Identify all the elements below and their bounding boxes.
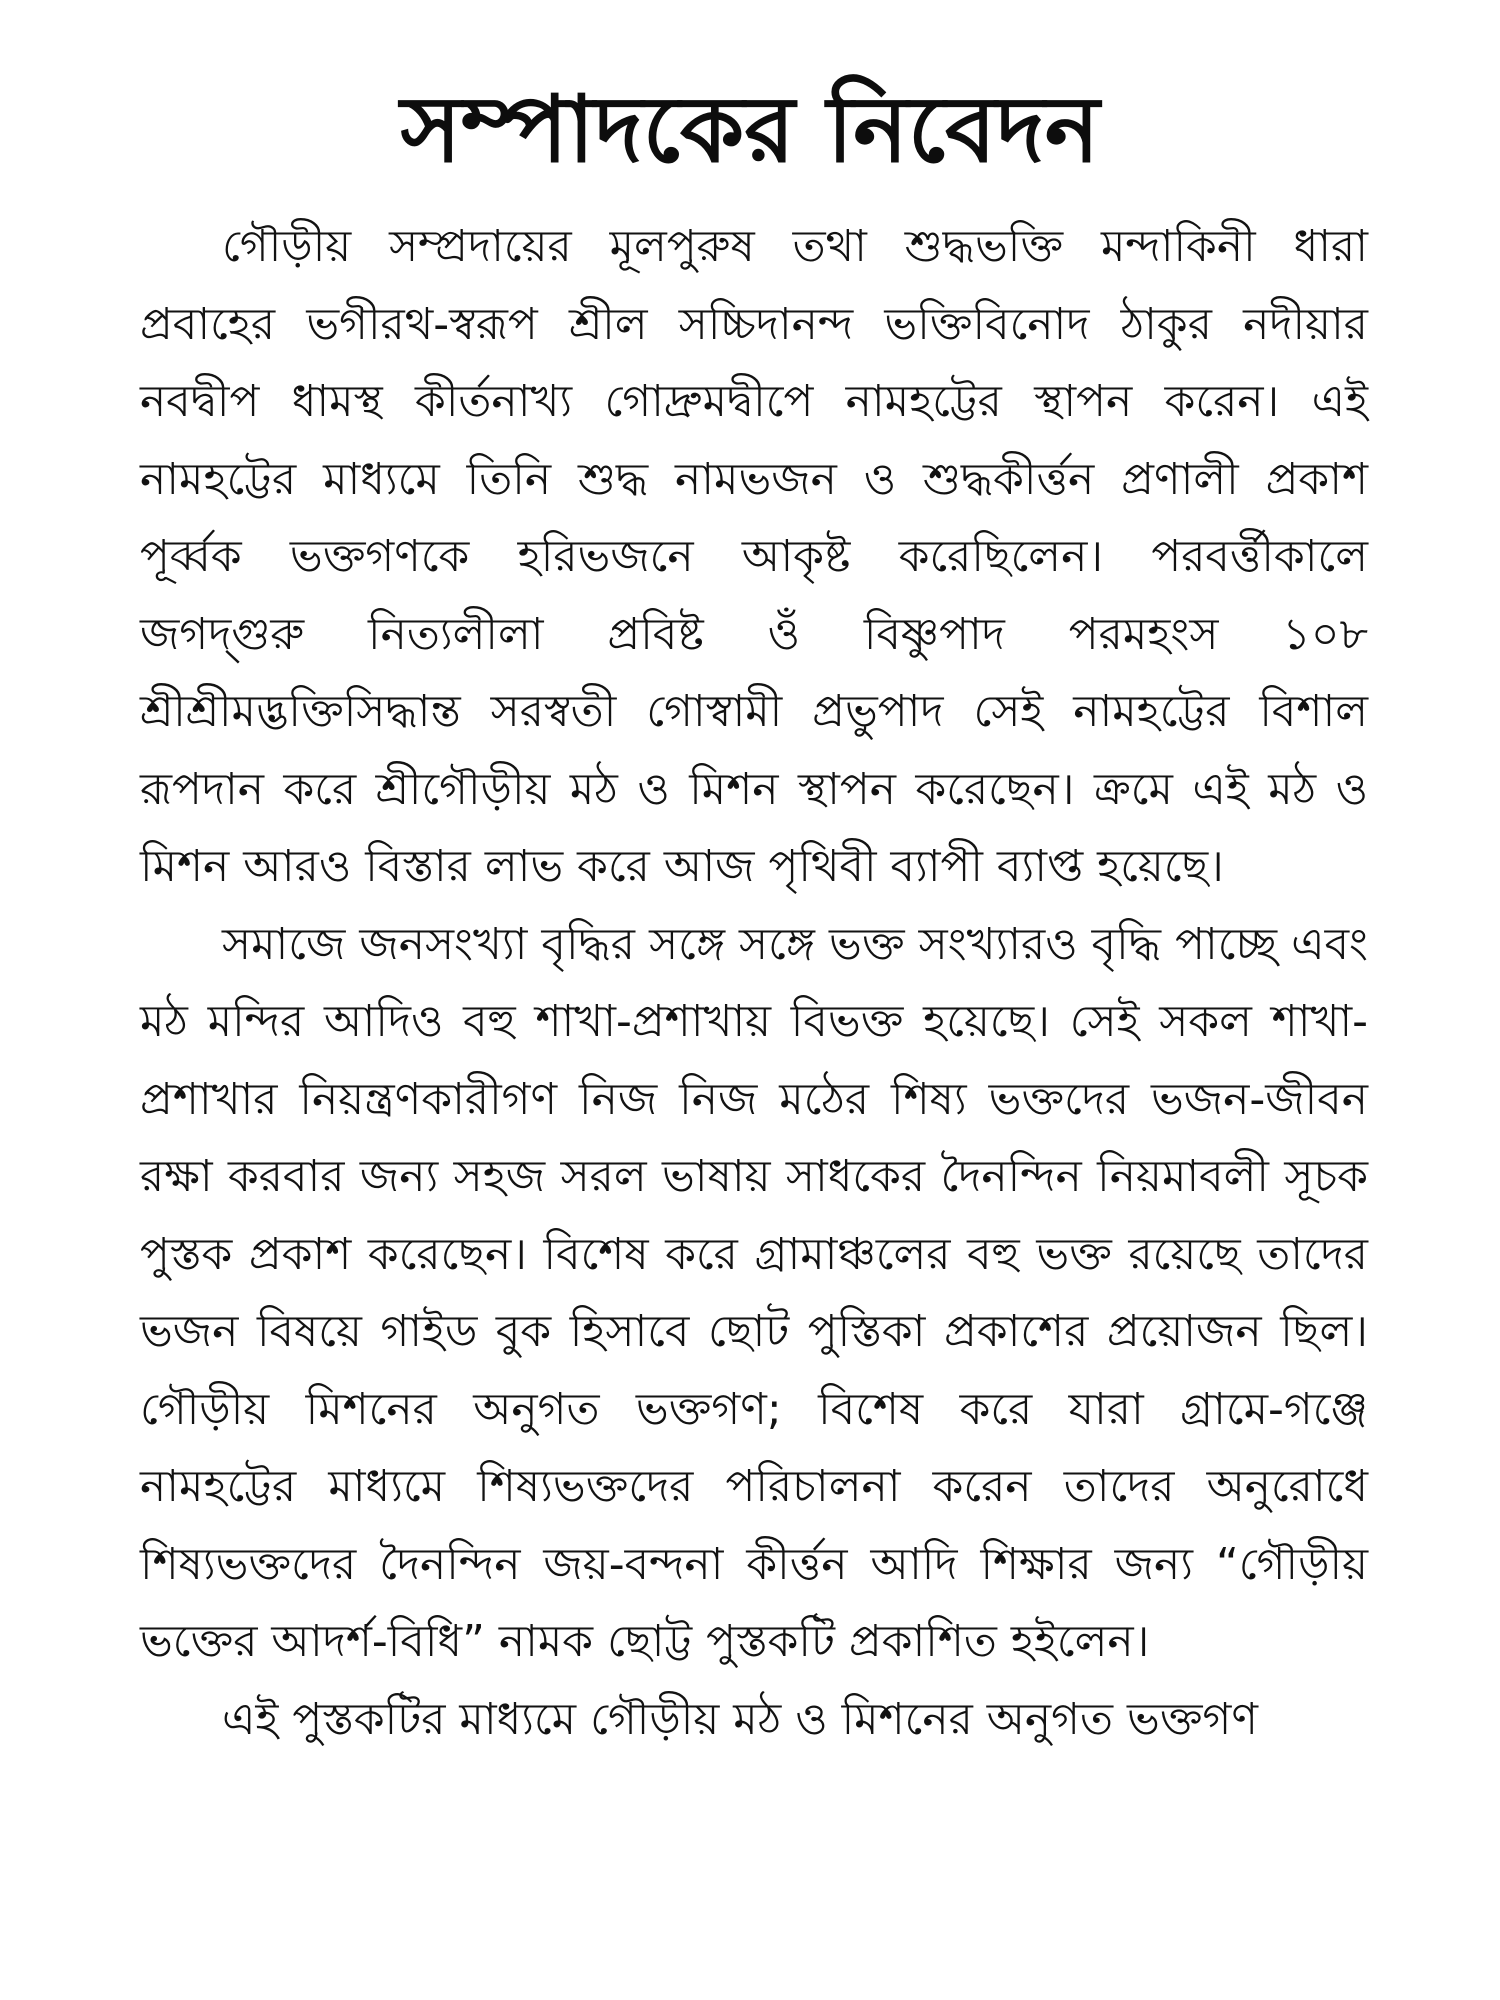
page-title: সম্পাদকের নিবেদন <box>400 76 1100 183</box>
paragraph-2: সমাজে জনসংখ্যা বৃদ্ধির সঙ্গে সঙ্গে ভক্ত সংখ্যারও বৃদ্ধি পাচ্ছে এবং মঠ মন্দির আদিও বহু শাখা-প্রশাখায় বিভক্ত হয়েছে। সেই সকল শাখা-প্রশাখার নিয়ন্ত্রণকারীগণ নিজ নিজ মঠের শিষ্য ভক্তদের ভজন-জীবন রক্ষা করবার জন্য সহজ সরল ভাষায় সাধকের দৈনন্দিন নিয়মাবলী সূচক পুস্তক প্রকাশ করেছেন। বিশেষ করে গ্রামাঞ্চলের বহু ভক্ত রয়েছে তাদের ভজন বিষয়ে গাইড বুক হিসাবে ছোট পুস্তিকা প্রকাশের প্রয়োজন ছিল। গৌড়ীয় মিশনের অনুগত ভক্তগণ; বিশেষ করে যারা গ্রামে-গঞ্জে নামহট্টের মাধ্যমে শিষ্যভক্তদের পরিচালনা করেন তাদের অনুরোধে শিষ্যভক্তদের দৈনন্দিন জয়-বন্দনা কীর্ত্তন আদি শিক্ষার জন্য “গৌড়ীয় ভক্তের আদর্শ-বিধি” নামক ছোট্ট পুস্তকটি প্রকাশিত হইলেন। <box>140 918 1368 1667</box>
paragraph-3: এই পুস্তকটির মাধ্যমে গৌড়ীয় মঠ ও মিশনের অনুগত ভক্তগণ <box>222 1693 1258 1745</box>
body-text <box>140 208 1368 1758</box>
paragraph-1: গৌড়ীয় সম্প্রদায়ের মূলপুরুষ তথা শুদ্ধভক্তি মন্দাকিনী ধারা প্রবাহের ভগীরথ-স্বরূপ শ্রীল সচ্চিদানন্দ ভক্তিবিনোদ ঠাকুর নদীয়ার নবদ্বীপ ধামস্থ কীর্তনাখ্য গোদ্রুমদ্বীপে নামহট্টের স্থাপন করেন। এই নামহট্টের মাধ্যমে তিনি শুদ্ধ নামভজন ও শুদ্ধকীর্ত্তন প্রণালী প্রকাশ পূর্ব্বক ভক্তগণকে হরিভজনে আকৃষ্ট করেছিলেন। পরবর্ত্তীকালে জগদ্‌গুরু নিত্যলীলা প্রবিষ্ট ওঁ বিষ্ণুপাদ পরমহংস ১০৮ শ্রীশ্রীমদ্ভক্তিসিদ্ধান্ত সরস্বতী গোস্বামী প্রভুপাদ সেই নামহট্টের বিশাল রূপদান করে শ্রীগৌড়ীয় মঠ ও মিশন স্থাপন করেছেন। ক্রমে এই মঠ ও মিশন আরও বিস্তার লাভ করে আজ পৃথিবী ব্যাপী ব্যাপ্ত হয়েছে। <box>140 221 1368 892</box>
